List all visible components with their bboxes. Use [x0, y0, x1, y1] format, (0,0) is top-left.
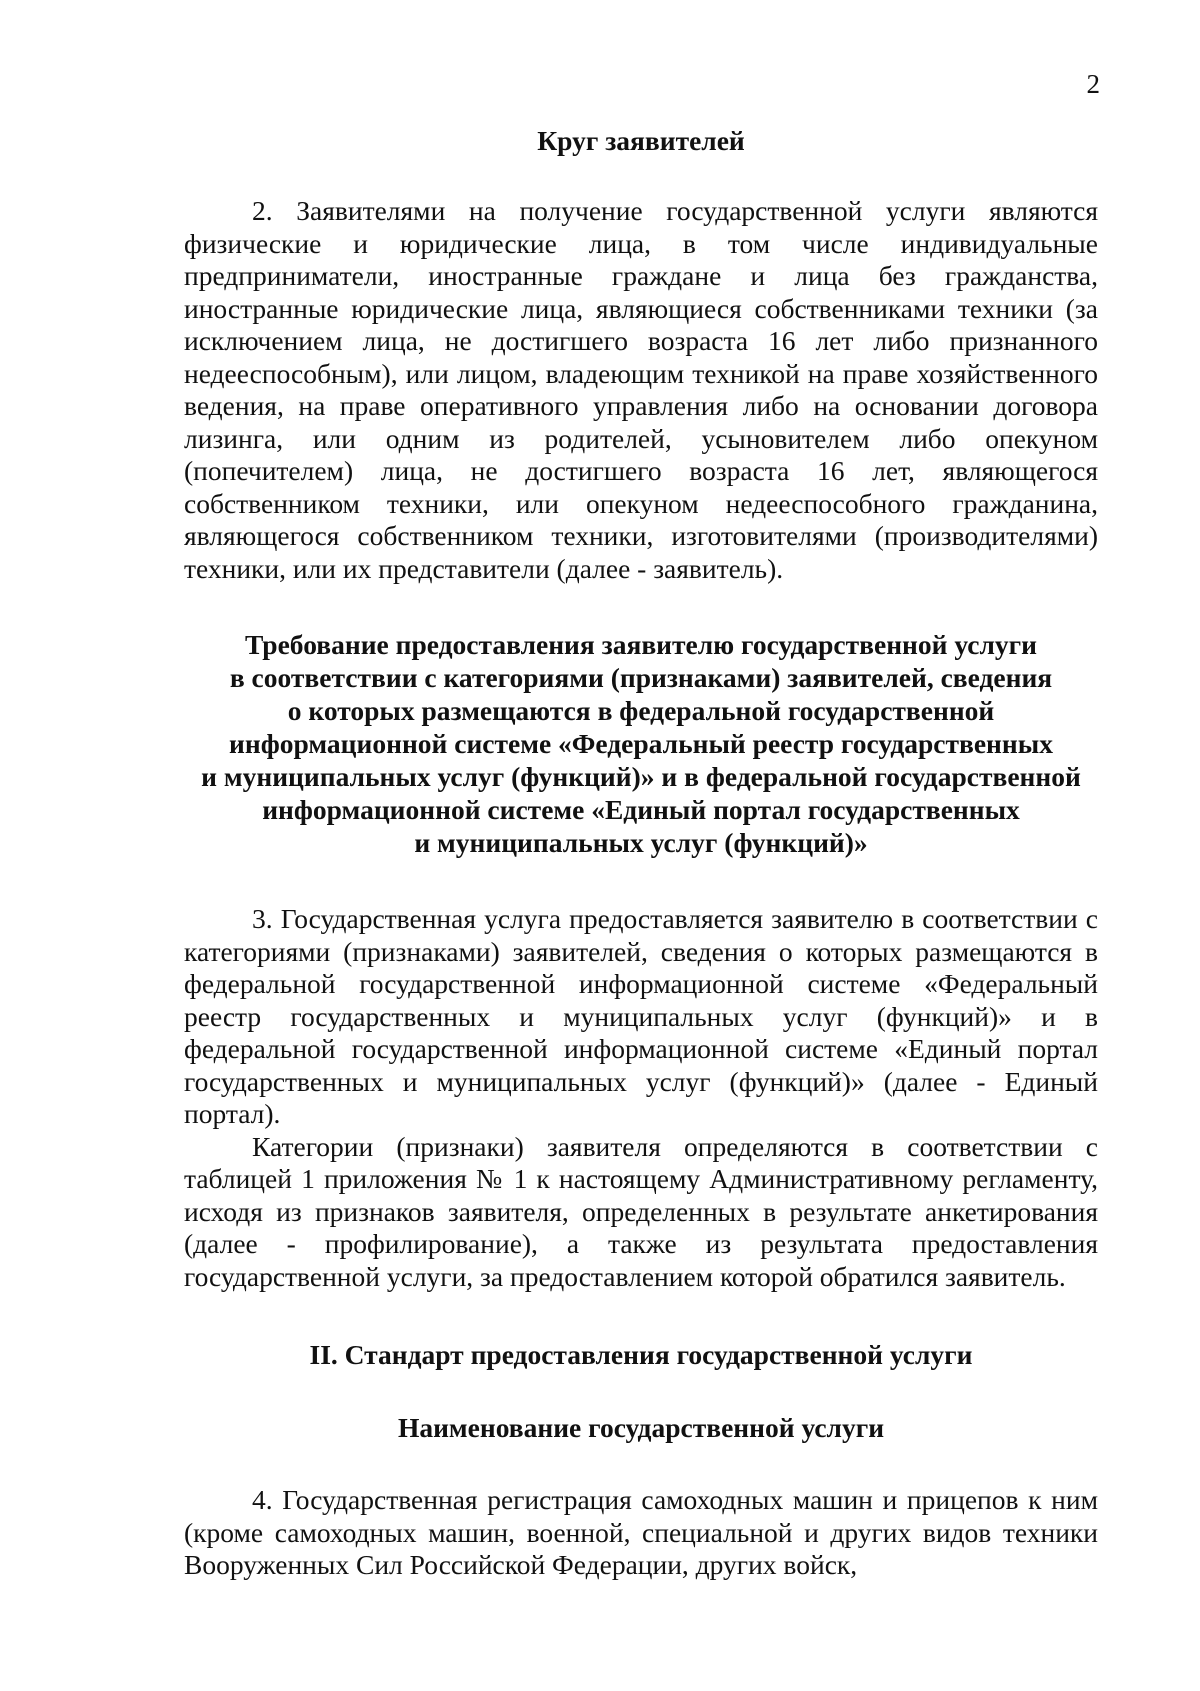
heading-section-ii: II. Стандарт предоставления государственной услуги [309, 1339, 973, 1370]
paragraph-4: 4. Государственная регистрация самоходных машин и прицепов к ним (кроме самоходных машин, военной, специальной и других видов техники Вооруженных Сил Российской Федерации, других войск, [184, 1484, 1098, 1580]
heading-requirement [184, 628, 1098, 859]
page-number: 2 [1086, 69, 1100, 99]
paragraph-3-categories: Категории (признаки) заявителя определяются в соответствии с таблицей 1 приложения № 1 к настоящему Административному регламенту, исходя из признаков заявителя, определенных в результате анкетирования (далее - профилирование), а также из результата предоставления государственной услуги, за предоставлением которой обратился заявитель. [184, 1130, 1098, 1292]
paragraph-2: 2. Заявителями на получение государственной услуги являются физические и юридические лица, в том числе индивидуальные предприниматели, иностранные граждане и лица без гражданства, иностранные юридические лица, являющиеся собственниками техники (за исключением лица, не достигшего возраста 16 лет либо признанного недееспособным), или лицом, владеющим техникой на праве хозяйственного ведения, на праве оперативного управления либо на основании договора лизинга, или одним из родителей, усыновителем либо опекуном (попечителем) лица, не достигшего возраста 16 лет, являющегося собственником техники, или опекуном недееспособного гражданина, являющегося собственником техники, изготовителями (производителями) техники, или их представители (далее - заявитель). [184, 195, 1098, 584]
heading-requirement-line: и муниципальных услуг (функций)» [414, 827, 868, 858]
heading-requirement-line: Требование предоставления заявителю государственной услуги [245, 629, 1037, 660]
heading-service-name: Наименование государственной услуги [397, 1412, 885, 1443]
heading-requirement-line: о которых размещаются в федеральной государственной [287, 695, 995, 726]
document-body [184, 124, 1098, 1582]
heading-requirement-line: информационной системе «Единый портал государственных [262, 794, 1020, 825]
heading-requirement-line: информационной системе «Федеральный реестр государственных [229, 728, 1053, 759]
paragraph-3: 3. Государственная услуга предоставляется заявителю в соответствии с категориями (признаками) заявителей, сведения о которых размещаются в федеральной государственной информационной системе «Федеральный реестр государственных и муниципальных услуг (функций)» и в федеральной государственной информационной системе «Единый портал государственных и муниципальных услуг (функций)» (далее - Единый портал). [184, 903, 1098, 1129]
heading-applicants: Круг заявителей [537, 125, 745, 156]
heading-requirement-line: и муниципальных услуг (функций)» и в федеральной государственной [201, 761, 1081, 792]
heading-requirement-line: в соответствии с категориями (признаками) заявителей, сведения [229, 662, 1053, 693]
